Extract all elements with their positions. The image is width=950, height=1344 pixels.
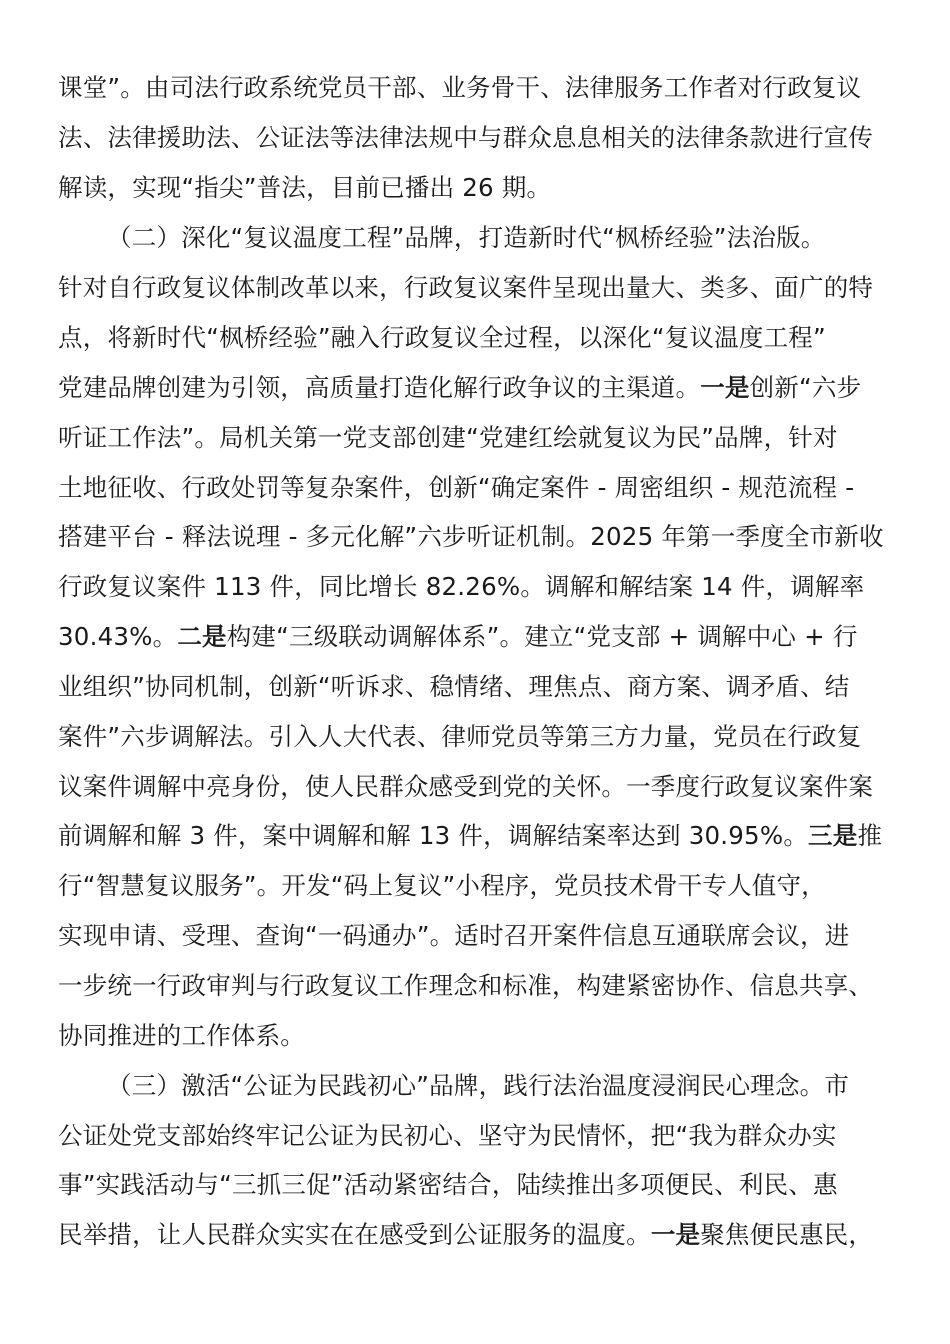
text-line: 案件”六步调解法。引入人大代表、律师党员等第三方力量，党员在行政复 <box>58 722 862 751</box>
text-line: 党建品牌创建为引领，高质量打造化解行政争议的主渠道。一是创新“六步 <box>58 373 862 402</box>
text-line: 点，将新时代“枫桥经验”融入行政复议全过程，以深化“复议温度工程” <box>58 323 826 352</box>
text-line: 针对自行政复议体制改革以来，行政复议案件呈现出量大、类多、面广的特 <box>58 273 874 302</box>
text-line: 实现申请、受理、查询“一码通办”。适时召开案件信息互通联席会议，进 <box>58 921 850 950</box>
text-line: 事”实践活动与“三抓三促”活动紧密结合，陆续推出多项便民、利民、惠 <box>58 1170 838 1199</box>
text-line: 民举措，让人民群众实实在在感受到公证服务的温度。一是聚焦便民惠民， <box>58 1220 874 1249</box>
bold-marker: 一是 <box>700 373 750 402</box>
text-line: 业组织”协同机制，创新“听诉求、稳情绪、理焦点、商方案、调矛盾、结 <box>58 672 850 701</box>
text-line: 课堂”。由司法行政系统党员干部、业务骨干、法律服务工作者对行政复议 <box>58 73 862 102</box>
text-line: 30.43%。二是构建“三级联动调解体系”。建立“党支部 + 调解中心 + 行 <box>58 622 858 651</box>
section-heading: （二）深化“复议温度工程”品牌，打造新时代“枫桥经验”法治版。 <box>107 223 826 252</box>
text-line: 议案件调解中亮身份，使人民群众感受到党的关怀。一季度行政复议案件案 <box>58 772 874 801</box>
text-line: 协同推进的工作体系。 <box>58 1021 305 1050</box>
text-line: 搭建平台 - 释法说理 - 多元化解”六步听证机制。2025 年第一季度全市新收 <box>58 522 884 551</box>
text-line: 一步统一行政审判与行政复议工作理念和标准，构建紧密协作、信息共享、 <box>58 971 874 1000</box>
text-line: 公证处党支部始终牢记公证为民初心、坚守为民情怀，把“我为群众办实 <box>58 1121 837 1150</box>
bold-marker: 一是 <box>650 1220 701 1249</box>
bold-marker: 二是 <box>177 622 227 651</box>
text-line: 土地征收、行政处罚等复杂案件，创新“确定案件 - 周密组织 - 规范流程 - <box>58 473 855 502</box>
text-line: 行“智慧复议服务”。开发“码上复议”小程序，党员技术骨干专人值守， <box>58 871 826 900</box>
text-line: 听证工作法”。局机关第一党支部创建“党建红绘就复议为民”品牌，针对 <box>58 423 838 452</box>
text-line: 解读，实现“指尖”普法，目前已播出 26 期。 <box>58 173 552 202</box>
text-line: 前调解和解 3 件，案中调解和解 13 件，调解结案率达到 30.95%。三是推 <box>58 821 883 850</box>
text-line: 行政复议案件 113 件，同比增长 82.26%。调解和解结案 14 件，调解率 <box>58 572 865 601</box>
section-heading: （三）激活“公证为民践初心”品牌，践行法治温度浸润民心理念。市 <box>107 1071 850 1100</box>
bold-marker: 三是 <box>808 821 858 850</box>
text-line: 法、法律援助法、公证法等法律法规中与群众息息相关的法律条款进行宣传 <box>58 123 874 152</box>
